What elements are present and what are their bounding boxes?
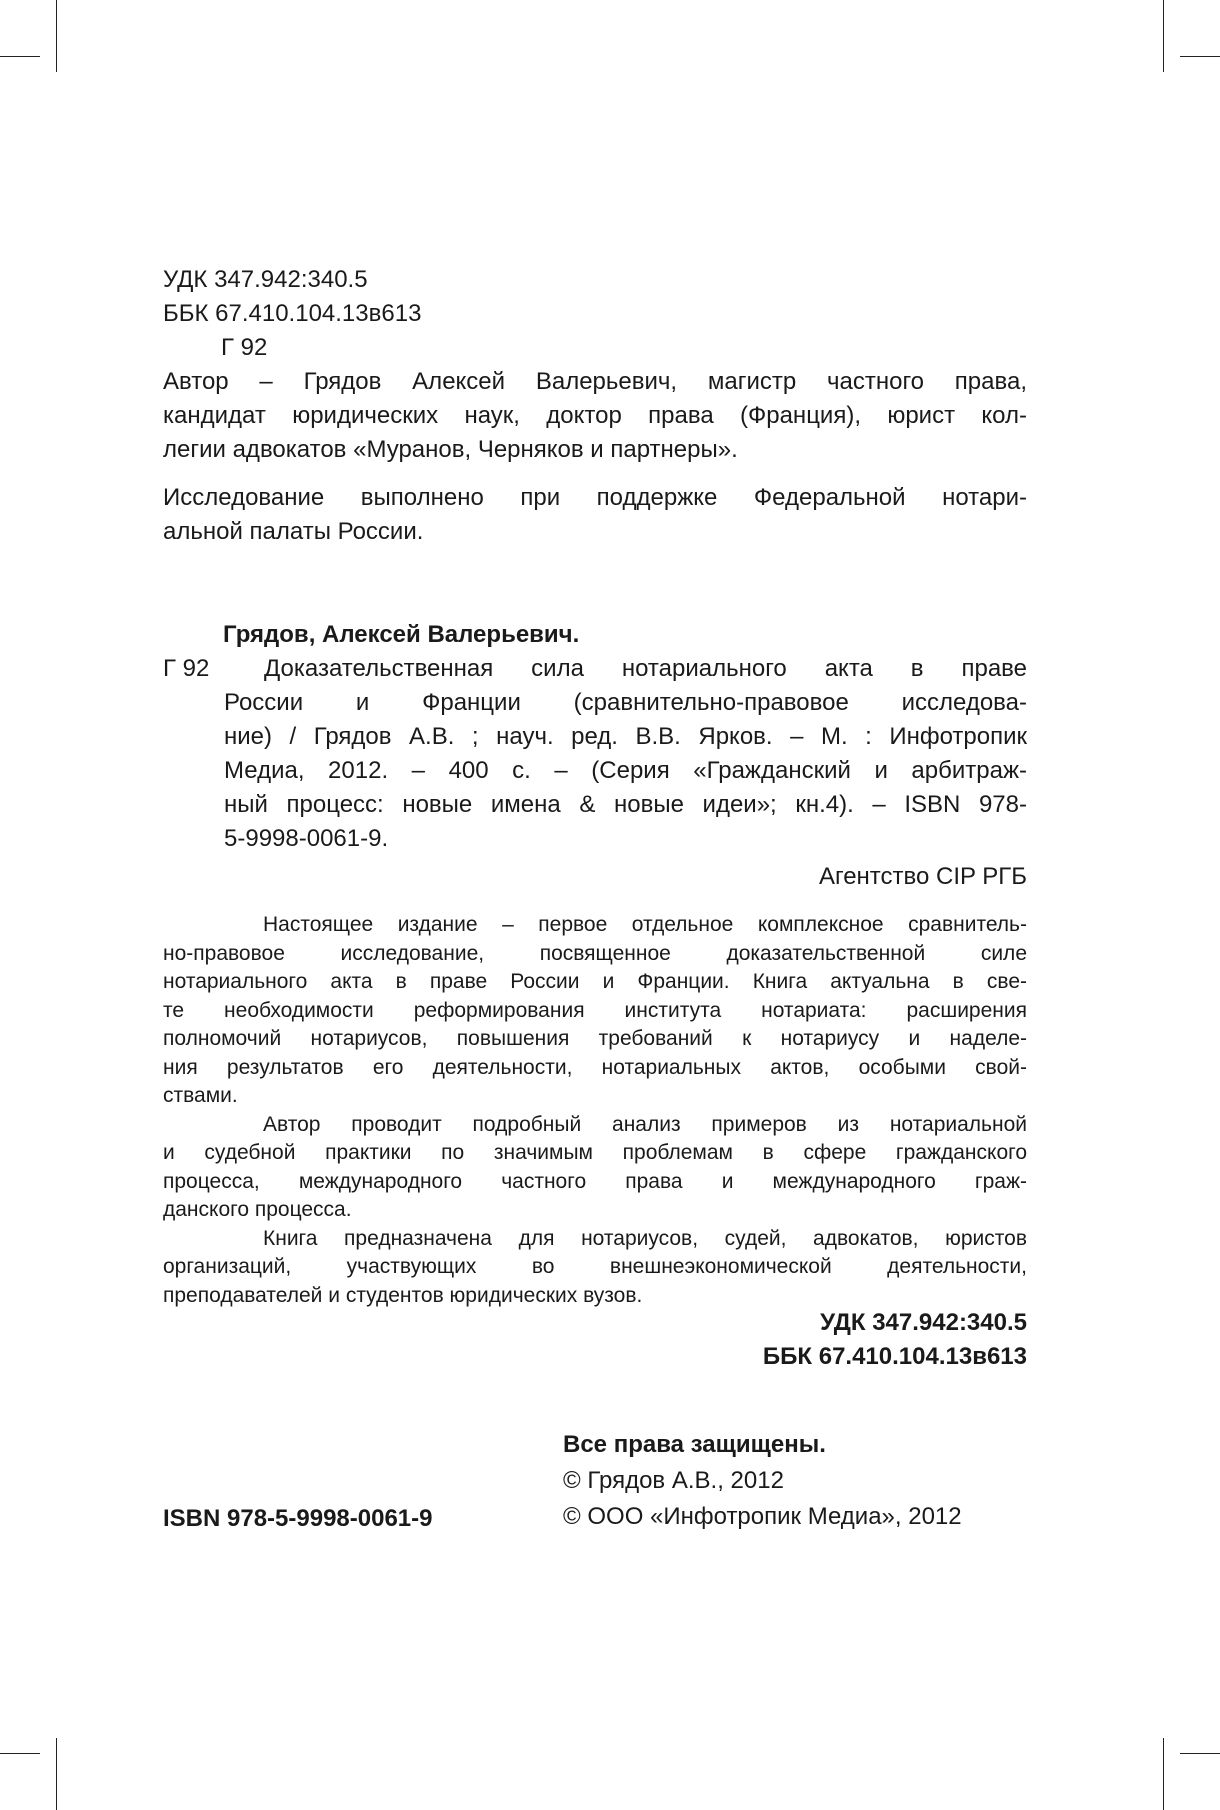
author-mark: Г 92 (221, 334, 268, 361)
catalog-line: Медиа, 2012. – 400 с. – (Серия «Гражданский и арбитраж- (224, 757, 1027, 784)
annotation-line: организаций, участвующих во внешнеэкономической деятельности, (163, 1255, 1027, 1278)
annotation-line: процесса, международного частного права и международного граж- (163, 1169, 1027, 1193)
crop-mark (56, 1738, 57, 1810)
catalog-line: ный процесс: новые имена & новые идеи»; кн.4). – ISBN 978- (224, 791, 1027, 818)
author-info (163, 365, 1027, 467)
annotation-line: но-правовое исследование, посвященное доказательственной силе (163, 941, 1027, 965)
annotation-line: ния результатов его деятельности, нотариальных актов, особыми свой- (163, 1055, 1027, 1079)
annotation-line: ствами. (163, 1084, 238, 1107)
annotation-line: Настоящее издание – первое отдельное комплексное сравнитель- (263, 913, 1027, 936)
annotation-line: те необходимости реформирования института нотариата: расширения (163, 998, 1027, 1022)
crop-mark (1180, 56, 1220, 57)
rights-notice: Все права защищены. (563, 1431, 826, 1458)
crop-mark (56, 0, 57, 72)
udk-code: УДК 347.942:340.5 (163, 266, 368, 293)
annotation-line: Автор проводит подробный анализ примеров из нотариальной (263, 1112, 1027, 1136)
isbn: ISBN 978-5-9998-0061-9 (163, 1505, 433, 1532)
author-info-line: Автор – Грядов Алексей Валерьевич, магистр частного права, (163, 368, 1027, 395)
header-classification (163, 263, 1027, 365)
author-info-line: легии адвокатов «Муранов, Черняков и партнеры». (163, 436, 738, 463)
catalog-line: России и Франции (сравнительно-правовое исследова- (224, 689, 1027, 716)
bbk-code-bold: ББК 67.410.104.13в613 (762, 1343, 1027, 1370)
rights-block (563, 1428, 1027, 1534)
bbk-code: ББК 67.410.104.13в613 (163, 300, 422, 327)
support-note-line: альной палаты России. (163, 518, 424, 545)
crop-mark (1163, 0, 1164, 72)
annotation-line: нотариального акта в праве России и Франции. Книга актуальна в све- (163, 970, 1027, 993)
annotation-line: и судебной практики по значимым проблемам в сфере гражданского (163, 1141, 1027, 1164)
support-note-line: Исследование выполнено при поддержке Федеральной нотари- (163, 484, 1027, 511)
catalog-line: 5-9998-0061-9. (224, 825, 389, 852)
copyright-publisher: © ООО «Инфотропик Медиа», 2012 (563, 1503, 962, 1530)
crop-mark (0, 56, 40, 57)
catalog-mark: Г 92 (163, 655, 210, 682)
annotation (163, 911, 1027, 1310)
udk-code-bold: УДК 347.942:340.5 (820, 1309, 1027, 1336)
catalog-heading: Грядов, Алексей Валерьевич. (223, 621, 580, 648)
crop-mark (0, 1753, 40, 1754)
catalog-line: ние) / Грядов А.В. ; науч. ред. В.В. Ярков. – М. : Инфотропик (224, 723, 1027, 750)
support-note (163, 481, 1027, 549)
annotation-line: преподавателей и студентов юридических вузов. (163, 1283, 643, 1307)
catalog-record (163, 618, 1027, 894)
annotation-line: полномочий нотариусов, повышения требований к нотариусу и наделе- (163, 1027, 1027, 1050)
crop-mark (1163, 1738, 1164, 1810)
catalog-line: Доказательственная сила нотариального акта в праве (264, 655, 1027, 682)
crop-mark (1180, 1753, 1220, 1754)
annotation-line: данского процесса. (163, 1198, 352, 1221)
author-info-line: кандидат юридических наук, доктор права (Франция), юрист кол- (163, 402, 1027, 429)
copyright-author: © Грядов А.В., 2012 (563, 1467, 784, 1494)
cip-agency: Агентство CIP РГБ (818, 863, 1027, 890)
bottom-classification (163, 1306, 1027, 1374)
annotation-line: Книга предназначена для нотариусов, судей, адвокатов, юристов (263, 1226, 1027, 1250)
